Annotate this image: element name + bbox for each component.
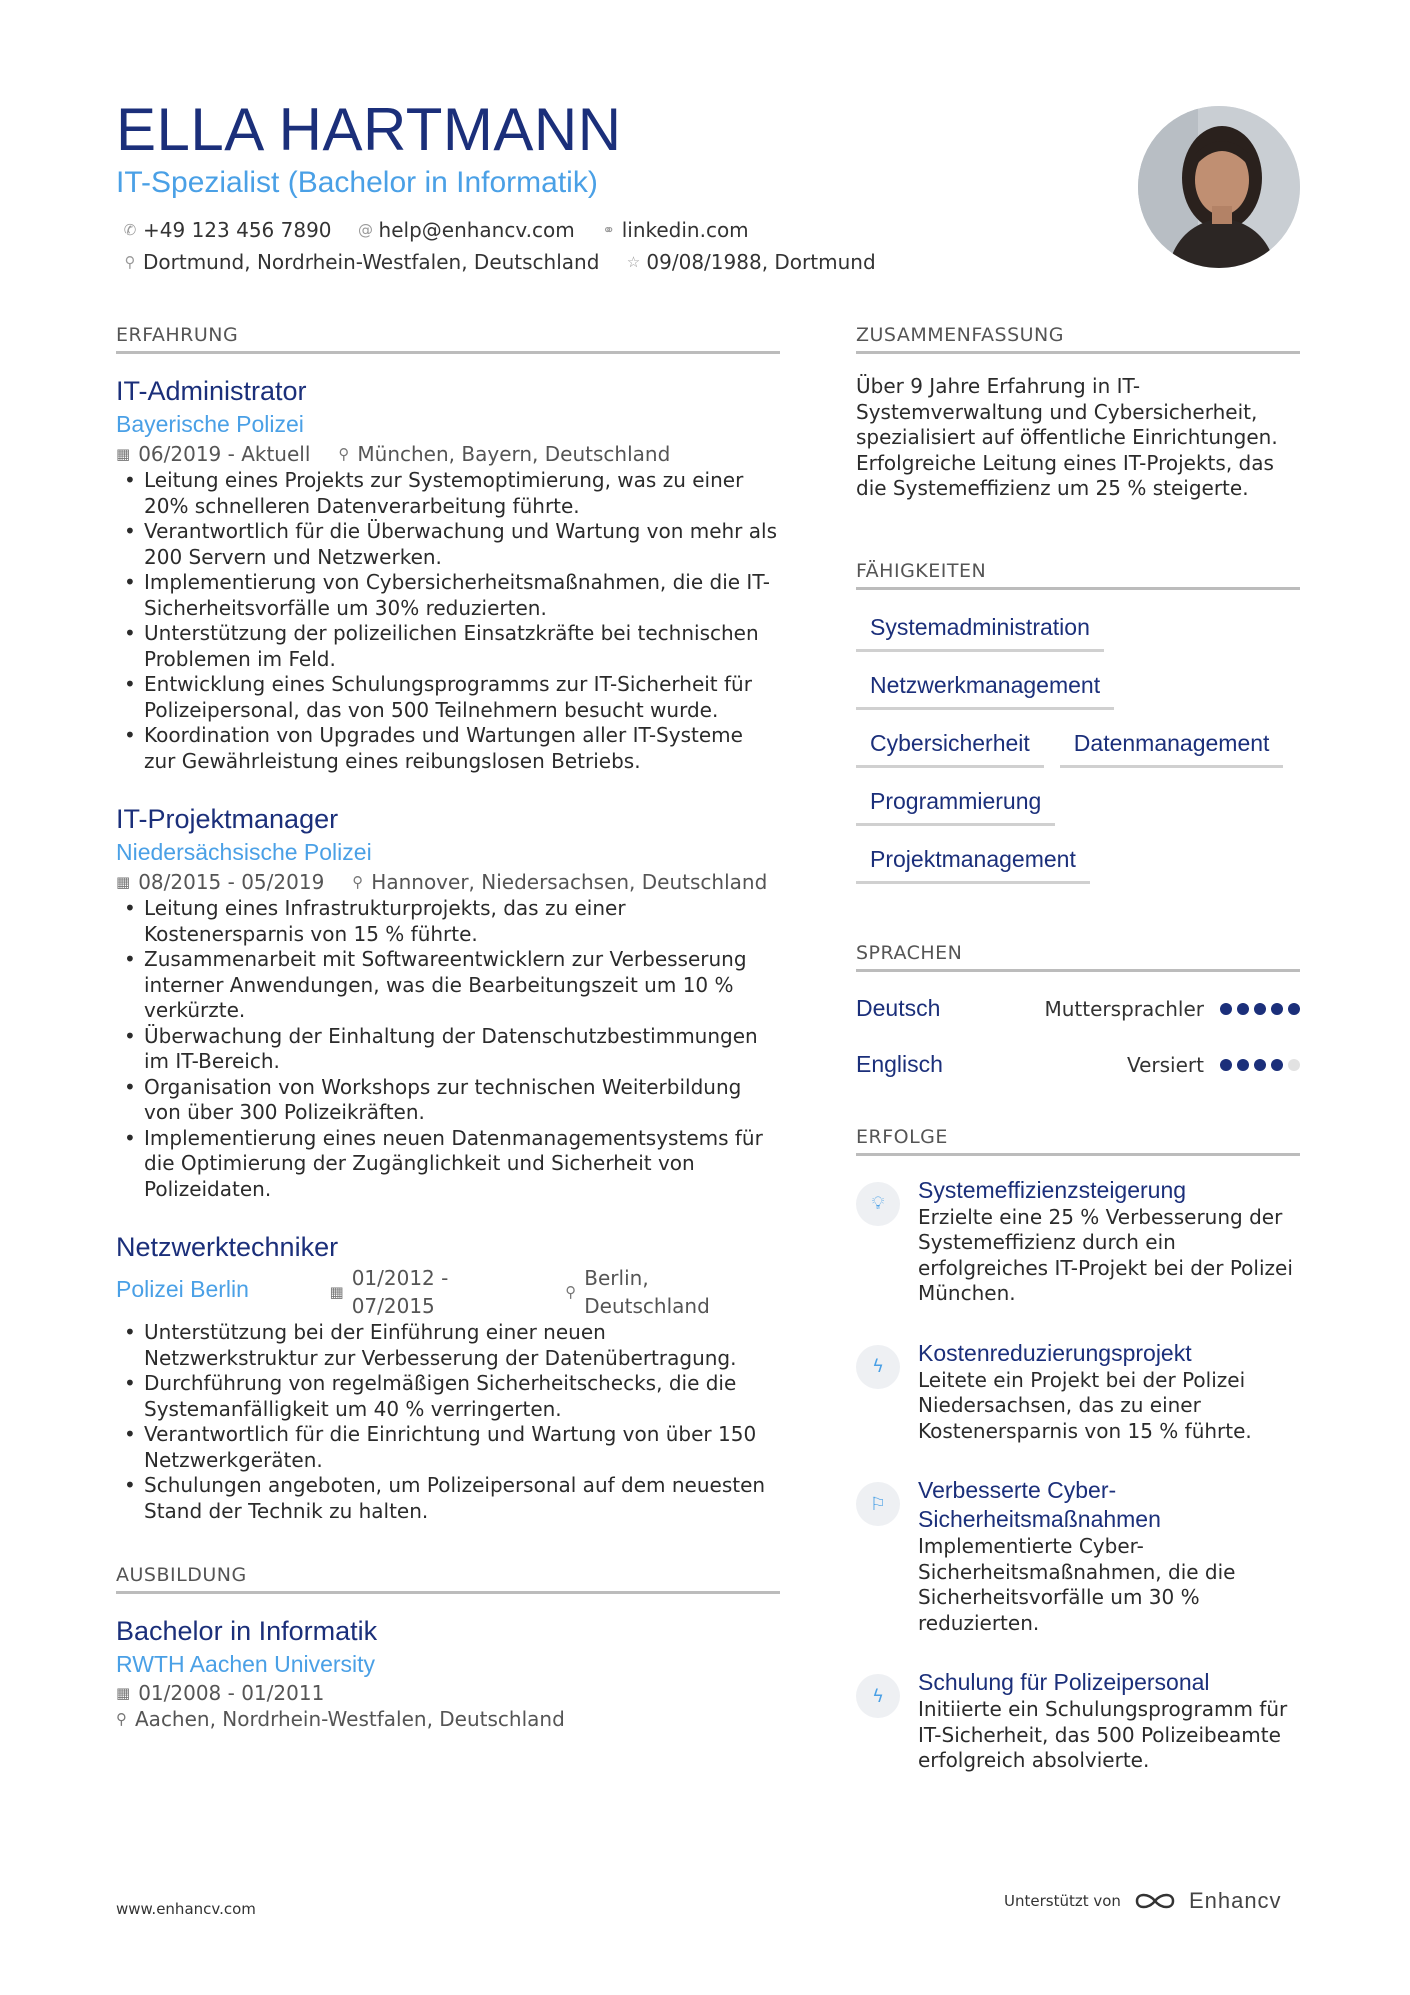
language-item [856,1048,1300,1082]
footer-branding [1004,1888,1282,1914]
experience-item [116,1230,780,1524]
skill-tag: Systemadministration [856,610,1104,652]
job-dates: 08/2015 - 05/2019 [138,870,325,894]
job-bullets [116,468,780,774]
candidate-name: ELLA HARTMANN [116,96,622,163]
rating-dot [1288,1059,1300,1071]
list-item: • Unterstützung bei der Einführung einer neuen Netzwerkstruktur zur Verbesserung der Datenübertragung. [116,1320,780,1371]
job-meta [116,868,780,896]
list-item: • Koordination von Upgrades und Wartungen aller IT-Systeme zur Gewährleistung eines reibungslosen Betriebs. [116,723,780,774]
footer-website[interactable]: www.enhancv.com [116,1900,256,1918]
section-title-languages: SPRACHEN [856,942,1300,972]
birth-text: 09/08/1988, Dortmund [646,250,876,274]
contact-location [122,250,599,274]
lightbulb-icon: 💡︎ [856,1182,900,1226]
skills-list [856,610,1300,884]
profile-photo [1138,106,1300,268]
rating-dot [1288,1003,1300,1015]
enhancv-logo-icon [1133,1889,1177,1913]
candidate-headline: IT-Spezialist (Bachelor in Informatik) [116,166,598,199]
edu-location: Aachen, Nordrhein-Westfalen, Deutschland [135,1707,565,1731]
list-item: • Verantwortlich für die Überwachung und Wartung von mehr als 200 Servern und Netzwerken. [116,519,780,570]
calendar-icon: ▦ [116,1684,131,1702]
language-item [856,992,1300,1026]
calendar-icon: ▦ [329,1283,344,1301]
job-title: IT-Projektmanager [116,804,339,834]
list-item: • Unterstützung der polizeilichen Einsatzkräfte bei technischen Problemen im Feld. [116,621,780,672]
job-company: Bayerische Polizei [116,411,304,437]
achievement-title: Verbesserte Cyber-Sicherheitsmaßnahmen [918,1477,1161,1532]
list-item: • Verantwortlich für die Einrichtung und Wartung von über 150 Netzwerkgeräten. [116,1422,780,1473]
job-title: Netzwerktechniker [116,1232,339,1262]
linkedin-text[interactable]: linkedin.com [621,218,749,242]
achievement-item [856,1476,1300,1636]
section-title-education: AUSBILDUNG [116,1564,780,1594]
list-item: • Überwachung der Einhaltung der Datenschutzbestimmungen im IT-Bereich. [116,1024,780,1075]
contact-info [116,218,1116,274]
achievement-desc: Erzielte eine 25 % Verbesserung der Systemeffizienz durch ein erfolgreiches IT-Projekt bei der Polizei München. [918,1204,1293,1305]
language-rating [1220,1059,1300,1071]
calendar-icon: ▦ [116,873,131,891]
edu-degree: Bachelor in Informatik [116,1616,378,1646]
list-item: • Organisation von Workshops zur technischen Weiterbildung von über 300 Polizeikräften. [116,1075,780,1126]
achievement-desc: Leitete ein Projekt bei der Polizei Niedersachsen, das zu einer Kostenersparnis von 15 % führte. [918,1367,1252,1443]
section-title-summary: ZUSAMMENFASSUNG [856,324,1300,354]
language-level: Muttersprachler [1044,996,1204,1021]
bolt-icon: ϟ [856,1674,900,1718]
achievement-item [856,1339,1300,1445]
contact-phone [122,218,332,242]
list-item: • Leitung eines Projekts zur Systemoptimierung, was zu einer 20% schnelleren Datenverarbeitung führte. [116,468,780,519]
skill-tag: Programmierung [856,784,1055,826]
achievement-item [856,1668,1300,1774]
contact-linkedin[interactable] [601,218,749,242]
education-item [116,1614,780,1732]
contact-birth [625,250,875,274]
section-title-skills: FÄHIGKEITEN [856,560,1300,590]
link-icon: ⚭ [602,221,615,239]
achievement-title: Schulung für Polizeipersonal [918,1669,1210,1695]
brand-name: Enhancv [1188,1888,1282,1913]
job-bullets [116,1320,780,1524]
job-company: Polizei Berlin [116,1276,249,1302]
list-item: • Schulungen angeboten, um Polizeipersonal auf dem neuesten Stand der Technik zu halten. [116,1473,780,1524]
summary-text: Über 9 Jahre Erfahrung in IT-Systemverwaltung und Cybersicherheit, spezialisiert auf öffentliche Einrichtungen. Erfolgreiche Leitung eines IT-Projekts, das die Systemeffizienz um 25 % steigerte. [856,374,1278,500]
left-column [116,324,780,1732]
star-icon: ☆ [626,253,641,271]
skill-tag: Datenmanagement [1060,726,1284,768]
portrait-image [1138,106,1300,268]
job-dates: 06/2019 - Aktuell [138,442,311,466]
list-item: • Zusammenarbeit mit Softwareentwicklern zur Verbesserung interner Anwendungen, was die Bearbeitungszeit um 10 % verkürzte. [116,947,780,1024]
job-title: IT-Administrator [116,376,307,406]
rating-dot [1271,1003,1283,1015]
job-company: Niedersächsische Polizei [116,839,372,865]
job-meta [116,440,780,468]
edu-dates-row [116,1680,780,1706]
edu-school: RWTH Aachen University [116,1651,376,1677]
rating-dot [1220,1059,1232,1071]
skill-tag: Netzwerkmanagement [856,668,1114,710]
location-pin-icon: ⚲ [338,445,350,463]
list-item: • Leitung eines Infrastrukturprojekts, das zu einer Kostenersparnis von 15 % führte. [116,896,780,947]
section-title-achievements: ERFOLGE [856,1126,1300,1156]
bolt-icon: ϟ [856,1345,900,1389]
rating-dot [1254,1003,1266,1015]
job-location: Hannover, Niedersachsen, Deutschland [371,870,768,894]
rating-dot [1237,1059,1249,1071]
skill-tag: Cybersicherheit [856,726,1044,768]
job-company-row [116,1264,780,1320]
email-text[interactable]: help@enhancv.com [378,218,575,242]
location-pin-icon: ⚲ [116,1710,127,1728]
achievement-desc: Implementierte Cyber-Sicherheitsmaßnahmen, die die Sicherheitsvorfälle um 30 % reduzierten. [918,1534,1236,1635]
language-rating [1220,1003,1300,1015]
contact-email[interactable] [358,218,575,242]
language-level: Versiert [1126,1052,1204,1077]
powered-by-text: Unterstützt von [1004,1892,1121,1910]
language-name: Deutsch [856,995,941,1021]
at-icon: @ [358,221,374,239]
phone-text: +49 123 456 7890 [143,218,332,242]
job-bullets [116,896,780,1202]
job-location: München, Bayern, Deutschland [357,442,671,466]
job-dates: 01/2012 - 07/2015 [351,1266,449,1318]
edu-dates: 01/2008 - 01/2011 [138,1681,325,1705]
list-item: • Implementierung von Cybersicherheitsmaßnahmen, die die IT-Sicherheitsvorfälle um 30% reduzierten. [116,570,780,621]
job-location: Berlin, Deutschland [584,1266,710,1318]
list-item: • Implementierung eines neuen Datenmanagementsystems für die Optimierung der Zugänglichkeit und Sicherheit von Polizeidaten. [116,1126,780,1203]
achievements-list [856,1176,1300,1774]
location-pin-icon: ⚲ [124,253,136,271]
experience-item [116,374,780,774]
rating-dot [1254,1059,1266,1071]
calendar-icon: ▦ [116,445,131,463]
achievement-title: Kostenreduzierungsprojekt [918,1339,1192,1366]
achievement-desc: Initiierte ein Schulungsprogramm für IT-Sicherheit, das 500 Polizeibeamte erfolgreich absolvierte. [918,1697,1288,1772]
achievement-title: Systemeffizienzsteigerung [918,1176,1187,1203]
edu-location-row [116,1706,780,1732]
location-text: Dortmund, Nordrhein-Westfalen, Deutschland [143,250,600,274]
achievement-item [856,1176,1300,1307]
language-name: Englisch [856,1051,943,1077]
skill-tag: Projektmanagement [856,842,1090,884]
phone-icon: ✆ [123,221,137,239]
flag-icon: ⚐ [856,1482,900,1526]
section-title-experience: ERFAHRUNG [116,324,780,354]
location-pin-icon: ⚲ [352,873,364,891]
resume-header [116,96,1116,282]
job-meta [330,1264,781,1320]
list-item: • Durchführung von regelmäßigen Sicherheitschecks, die die Systemanfälligkeit um 40 % verringerten. [116,1371,780,1422]
experience-item [116,802,780,1202]
right-column [856,324,1300,1806]
rating-dot [1220,1003,1232,1015]
location-pin-icon: ⚲ [565,1283,577,1301]
rating-dot [1271,1059,1283,1071]
list-item: • Entwicklung eines Schulungsprogramms zur IT-Sicherheit für Polizeipersonal, das von 500 Teilnehmern besucht wurde. [116,672,780,723]
rating-dot [1237,1003,1249,1015]
languages-list [856,992,1300,1082]
